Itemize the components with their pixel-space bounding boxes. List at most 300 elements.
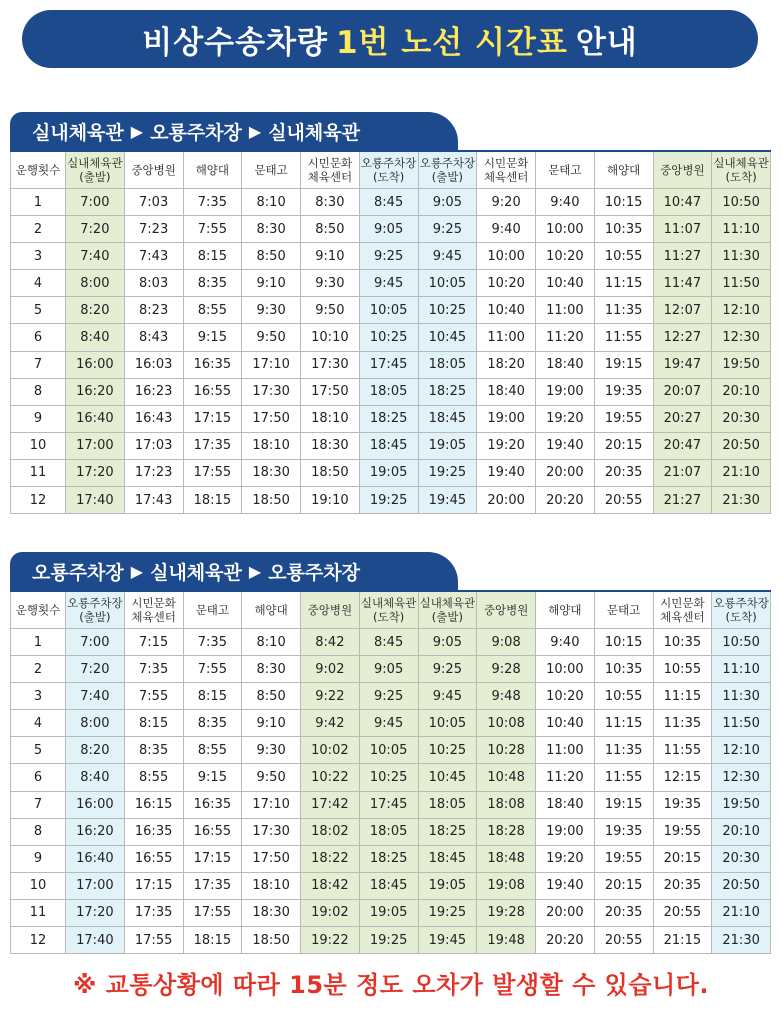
time-cell: 9:45 [418,243,477,270]
table-row [11,243,771,270]
time-cell: 17:45 [359,791,418,818]
time-cell: 19:02 [301,899,360,926]
column-header: 시민문화 체육센터 [653,591,712,629]
time-cell: 16:23 [124,378,183,405]
time-cell: 19:20 [536,845,595,872]
time-cell: 10:25 [359,324,418,351]
time-cell: 11:47 [653,270,712,297]
time-cell: 17:55 [183,459,242,486]
route-stop: 오룡주차장 [150,121,242,144]
table-row [11,710,771,737]
time-cell: 10:35 [653,629,712,656]
time-cell: 19:55 [594,845,653,872]
column-header: 운행횟수 [11,591,66,629]
run-number-cell: 9 [11,405,66,432]
column-header: 오룡주차장 (출발) [418,151,477,189]
time-cell: 16:00 [66,791,125,818]
table-row [11,683,771,710]
time-cell: 11:15 [594,710,653,737]
time-cell: 10:55 [594,683,653,710]
time-cell: 7:55 [183,656,242,683]
time-cell: 18:22 [301,845,360,872]
table-row [11,487,771,514]
time-cell: 11:55 [594,764,653,791]
time-cell: 16:40 [66,405,125,432]
run-number-cell: 1 [11,629,66,656]
time-cell: 10:15 [594,189,653,216]
time-cell: 16:20 [66,818,125,845]
time-cell: 11:30 [712,243,771,270]
time-cell: 17:55 [183,899,242,926]
time-cell: 10:05 [418,270,477,297]
time-cell: 9:15 [183,764,242,791]
time-cell: 9:25 [418,656,477,683]
time-cell: 9:10 [242,270,301,297]
table-row [11,845,771,872]
time-cell: 12:30 [712,764,771,791]
header-row [11,591,771,629]
title-text-end: 안내 [575,24,638,61]
time-cell: 16:15 [124,791,183,818]
table-row [11,405,771,432]
time-cell: 11:35 [594,737,653,764]
column-header: 중앙병원 [124,151,183,189]
column-header: 실내체육관 (도착) [359,591,418,629]
time-cell: 17:30 [242,818,301,845]
route-label [10,112,458,150]
time-cell: 20:55 [594,487,653,514]
time-cell: 16:03 [124,351,183,378]
time-cell: 10:20 [536,243,595,270]
time-cell: 16:00 [66,351,125,378]
time-cell: 11:30 [712,683,771,710]
time-cell: 8:15 [183,683,242,710]
time-cell: 8:10 [242,189,301,216]
time-cell: 18:15 [183,927,242,954]
column-header: 중앙병원 [477,591,536,629]
column-header: 오룡주차장 (도착) [359,151,418,189]
time-cell: 18:30 [242,899,301,926]
table-row [11,764,771,791]
time-cell: 9:48 [477,683,536,710]
time-cell: 12:15 [653,764,712,791]
time-cell: 8:55 [124,764,183,791]
notice-text: ※ 교통상황에 따라 15분 정도 오차가 발생할 수 있습니다. [72,971,710,999]
time-cell: 18:42 [301,872,360,899]
time-cell: 8:15 [183,243,242,270]
time-cell: 17:15 [183,845,242,872]
time-cell: 17:00 [66,872,125,899]
time-cell: 7:00 [66,629,125,656]
time-cell: 10:25 [418,737,477,764]
time-cell: 9:25 [359,683,418,710]
time-cell: 9:50 [301,297,360,324]
time-cell: 19:05 [418,872,477,899]
route-stop: 오룡주차장 [268,561,360,584]
time-cell: 9:05 [359,656,418,683]
time-cell: 11:20 [536,764,595,791]
time-cell: 12:30 [712,324,771,351]
table-row [11,656,771,683]
time-cell: 8:45 [359,629,418,656]
column-header: 시민문화 체육센터 [124,591,183,629]
timetable [10,150,771,514]
run-number-cell: 7 [11,351,66,378]
time-cell: 20:00 [536,459,595,486]
time-cell: 10:25 [359,764,418,791]
time-cell: 10:55 [594,243,653,270]
time-cell: 17:20 [66,899,125,926]
time-cell: 18:10 [242,872,301,899]
time-cell: 18:50 [301,459,360,486]
time-cell: 11:10 [712,216,771,243]
time-cell: 17:43 [124,487,183,514]
time-cell: 16:40 [66,845,125,872]
time-cell: 17:20 [66,459,125,486]
run-number-cell: 8 [11,378,66,405]
time-cell: 8:20 [66,737,125,764]
time-cell: 8:15 [124,710,183,737]
column-header: 운행횟수 [11,151,66,189]
table-row [11,432,771,459]
time-cell: 9:30 [301,270,360,297]
time-cell: 19:55 [653,818,712,845]
time-cell: 11:00 [536,297,595,324]
time-cell: 17:35 [124,899,183,926]
title-text: 비상수송차량 [142,24,328,61]
time-cell: 17:35 [183,872,242,899]
time-cell: 10:48 [477,764,536,791]
time-cell: 9:25 [359,243,418,270]
time-cell: 9:02 [301,656,360,683]
time-cell: 11:10 [712,656,771,683]
time-cell: 9:22 [301,683,360,710]
time-cell: 19:05 [359,899,418,926]
time-cell: 8:20 [66,297,125,324]
time-cell: 9:45 [418,683,477,710]
time-cell: 8:03 [124,270,183,297]
time-cell: 12:27 [653,324,712,351]
route-section-2 [10,552,771,954]
time-cell: 17:55 [124,927,183,954]
table-row [11,791,771,818]
time-cell: 10:22 [301,764,360,791]
time-cell: 17:40 [66,927,125,954]
table-row [11,818,771,845]
time-cell: 19:35 [594,818,653,845]
time-cell: 10:40 [536,270,595,297]
time-cell: 17:00 [66,432,125,459]
time-cell: 10:55 [653,656,712,683]
time-cell: 19:25 [418,459,477,486]
time-cell: 18:02 [301,818,360,845]
time-cell: 18:05 [359,378,418,405]
column-header: 해양대 [242,591,301,629]
time-cell: 11:00 [477,324,536,351]
time-cell: 9:40 [536,629,595,656]
time-cell: 18:40 [477,378,536,405]
run-number-cell: 11 [11,899,66,926]
time-cell: 8:45 [359,189,418,216]
run-number-cell: 7 [11,791,66,818]
time-cell: 18:45 [359,432,418,459]
time-cell: 10:50 [712,629,771,656]
time-cell: 17:10 [242,791,301,818]
time-cell: 8:40 [66,324,125,351]
time-cell: 10:05 [418,710,477,737]
time-cell: 8:55 [183,737,242,764]
time-cell: 8:35 [124,737,183,764]
time-cell: 7:55 [183,216,242,243]
time-cell: 10:20 [536,683,595,710]
time-cell: 20:10 [712,378,771,405]
table-row [11,351,771,378]
time-cell: 11:20 [536,324,595,351]
time-cell: 17:50 [242,405,301,432]
time-cell: 21:15 [653,927,712,954]
time-cell: 18:40 [536,791,595,818]
time-cell: 8:35 [183,710,242,737]
run-number-cell: 2 [11,216,66,243]
time-cell: 7:23 [124,216,183,243]
time-cell: 9:05 [359,216,418,243]
time-cell: 20:00 [536,899,595,926]
time-cell: 10:28 [477,737,536,764]
time-cell: 8:50 [301,216,360,243]
run-number-cell: 3 [11,243,66,270]
time-cell: 18:25 [418,818,477,845]
arrow-right-icon: ▶ [130,561,144,581]
run-number-cell: 4 [11,270,66,297]
time-cell: 7:00 [66,189,125,216]
time-cell: 10:00 [536,216,595,243]
time-cell: 19:00 [536,818,595,845]
time-cell: 20:35 [653,872,712,899]
run-number-cell: 10 [11,432,66,459]
time-cell: 10:02 [301,737,360,764]
time-cell: 11:55 [653,737,712,764]
time-cell: 17:10 [242,351,301,378]
time-cell: 7:03 [124,189,183,216]
time-cell: 18:45 [418,405,477,432]
time-cell: 8:30 [301,189,360,216]
time-cell: 9:08 [477,629,536,656]
time-cell: 20:35 [594,459,653,486]
time-cell: 9:45 [359,270,418,297]
time-cell: 19:15 [594,791,653,818]
run-number-cell: 2 [11,656,66,683]
time-cell: 18:05 [418,351,477,378]
time-cell: 20:55 [653,899,712,926]
time-cell: 18:08 [477,791,536,818]
table-row [11,216,771,243]
time-cell: 11:55 [594,324,653,351]
run-number-cell: 6 [11,324,66,351]
time-cell: 19:15 [594,351,653,378]
time-cell: 11:27 [653,243,712,270]
time-cell: 7:40 [66,243,125,270]
time-cell: 20:15 [594,872,653,899]
time-cell: 17:45 [359,351,418,378]
time-cell: 7:43 [124,243,183,270]
time-cell: 9:40 [536,189,595,216]
time-cell: 10:47 [653,189,712,216]
route-label [10,552,458,590]
time-cell: 18:05 [418,791,477,818]
time-cell: 10:00 [536,656,595,683]
time-cell: 8:50 [242,243,301,270]
time-cell: 10:20 [477,270,536,297]
time-cell: 8:50 [242,683,301,710]
run-number-cell: 12 [11,487,66,514]
timetable [10,590,771,954]
time-cell: 19:50 [712,351,771,378]
time-cell: 19:00 [536,378,595,405]
time-cell: 10:10 [301,324,360,351]
time-cell: 19:48 [477,927,536,954]
time-cell: 20:30 [712,405,771,432]
time-cell: 10:45 [418,324,477,351]
time-cell: 12:10 [712,297,771,324]
run-number-cell: 8 [11,818,66,845]
time-cell: 7:35 [183,189,242,216]
header-row [11,151,771,189]
table-row [11,737,771,764]
run-number-cell: 12 [11,927,66,954]
column-header: 시민문화 체육센터 [477,151,536,189]
time-cell: 8:10 [242,629,301,656]
time-cell: 19:40 [477,459,536,486]
time-cell: 8:42 [301,629,360,656]
time-cell: 19:45 [418,927,477,954]
time-cell: 7:20 [66,656,125,683]
time-cell: 20:20 [536,487,595,514]
time-cell: 7:40 [66,683,125,710]
time-cell: 10:05 [359,737,418,764]
time-cell: 19:55 [594,405,653,432]
time-cell: 10:25 [418,297,477,324]
time-cell: 17:23 [124,459,183,486]
time-cell: 18:50 [242,927,301,954]
time-cell: 10:40 [477,297,536,324]
time-cell: 9:50 [242,764,301,791]
time-cell: 18:30 [242,459,301,486]
time-cell: 21:30 [712,487,771,514]
time-cell: 8:30 [242,216,301,243]
time-cell: 10:05 [359,297,418,324]
time-cell: 18:30 [301,432,360,459]
time-cell: 8:35 [183,270,242,297]
run-number-cell: 10 [11,872,66,899]
table-row [11,629,771,656]
time-cell: 19:40 [536,872,595,899]
time-cell: 16:35 [183,351,242,378]
time-cell: 18:50 [242,487,301,514]
table-row [11,459,771,486]
time-cell: 19:25 [418,899,477,926]
time-cell: 17:30 [242,378,301,405]
time-cell: 11:35 [594,297,653,324]
page-title-banner [22,10,758,68]
run-number-cell: 3 [11,683,66,710]
time-cell: 10:00 [477,243,536,270]
time-cell: 8:23 [124,297,183,324]
time-cell: 16:35 [124,818,183,845]
time-cell: 9:50 [242,324,301,351]
time-cell: 17:50 [242,845,301,872]
time-cell: 11:07 [653,216,712,243]
time-cell: 19:20 [536,405,595,432]
column-header: 문태고 [536,151,595,189]
column-header: 실내체육관 (출발) [66,151,125,189]
column-header: 오룡주차장 (출발) [66,591,125,629]
time-cell: 7:55 [124,683,183,710]
time-cell: 20:50 [712,432,771,459]
table-row [11,378,771,405]
time-cell: 9:05 [418,189,477,216]
column-header: 문태고 [183,591,242,629]
run-number-cell: 9 [11,845,66,872]
time-cell: 19:08 [477,872,536,899]
time-cell: 18:45 [418,845,477,872]
time-cell: 21:10 [712,459,771,486]
time-cell: 8:00 [66,710,125,737]
time-cell: 18:10 [301,405,360,432]
time-cell: 18:28 [477,818,536,845]
route-stop: 실내체육관 [150,561,242,584]
time-cell: 17:30 [301,351,360,378]
time-cell: 11:15 [653,683,712,710]
column-header: 해양대 [594,151,653,189]
column-header: 시민문화 체육센터 [301,151,360,189]
time-cell: 9:25 [418,216,477,243]
table-row [11,899,771,926]
time-cell: 10:45 [418,764,477,791]
time-cell: 17:42 [301,791,360,818]
table-row [11,927,771,954]
column-header: 중앙병원 [653,151,712,189]
table-row [11,872,771,899]
time-cell: 11:00 [536,737,595,764]
time-cell: 20:15 [653,845,712,872]
column-header: 오룡주차장 (도착) [712,591,771,629]
time-cell: 18:10 [242,432,301,459]
time-cell: 18:25 [418,378,477,405]
time-cell: 20:10 [712,818,771,845]
time-cell: 20:00 [477,487,536,514]
time-cell: 8:00 [66,270,125,297]
time-cell: 7:15 [124,629,183,656]
time-cell: 16:55 [183,378,242,405]
time-cell: 9:10 [242,710,301,737]
time-cell: 9:15 [183,324,242,351]
time-cell: 20:07 [653,378,712,405]
time-cell: 18:45 [359,872,418,899]
table-row [11,324,771,351]
time-cell: 19:35 [653,791,712,818]
table-row [11,189,771,216]
column-header: 해양대 [183,151,242,189]
table-row [11,297,771,324]
time-cell: 20:20 [536,927,595,954]
time-cell: 20:30 [712,845,771,872]
time-cell: 16:43 [124,405,183,432]
run-number-cell: 5 [11,297,66,324]
time-cell: 10:08 [477,710,536,737]
route-section-1 [10,112,771,514]
route-stop: 실내체육관 [32,121,124,144]
time-cell: 8:43 [124,324,183,351]
